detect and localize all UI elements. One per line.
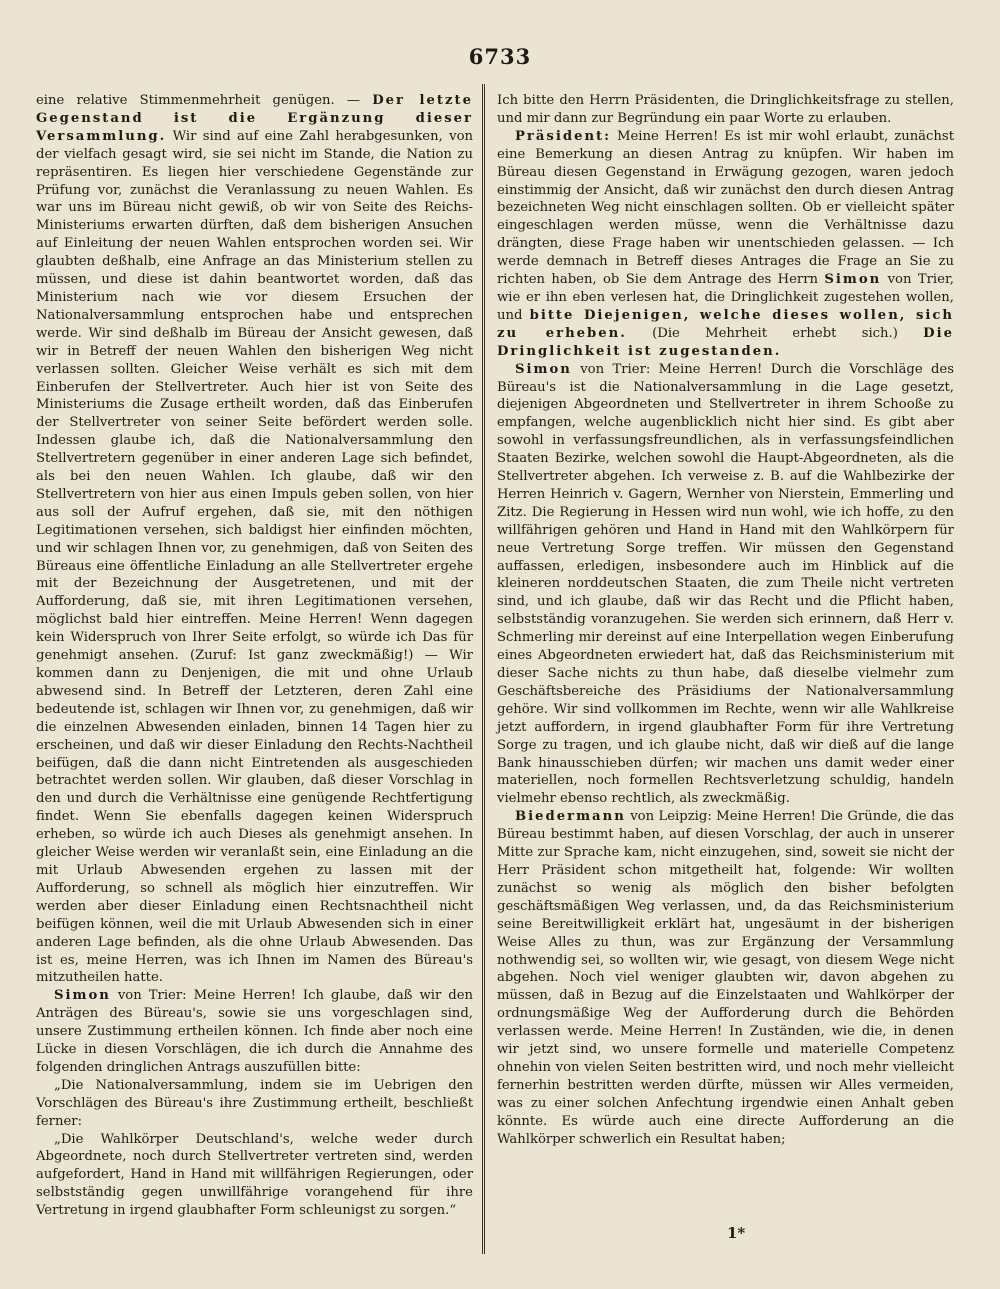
paragraph — [36, 987, 473, 1077]
emphasized-text: Simon — [515, 361, 572, 377]
text-run: (Die Mehrheit erhebt sich.) — [626, 325, 924, 341]
text-run: „Die Nationalversammlung, indem sie im Uebrigen den Vorschlägen des Büreau's ihre Zustimmung ertheilt, beschließt ferner: — [36, 1077, 473, 1129]
paragraph — [36, 1077, 473, 1131]
paragraph — [497, 808, 954, 1148]
emphasized-text: Der letzte Gegenstand ist die Ergänzung dieser Versammlung. — [36, 93, 473, 144]
emphasized-text: Simon — [54, 988, 111, 1004]
emphasized-text: bitte Diejenigen, welche dieses wollen, sich zu erheben. — [497, 307, 954, 341]
text-run: „Die Wahlkörper Deutschland's, welche weder durch Abgeordnete, noch durch Stellvertreter vertreten sind, werden aufgefordert, Hand in Hand mit willfährigen Regierungen, oder selbstständig gegen unwillfährige vorangehend für ihre Vertretung in irgend glaubhafter Form schleunigst zu sorgen.“ — [36, 1131, 473, 1219]
text-run: eine relative Stimmenmehrheit genügen. — — [36, 93, 373, 108]
page-number: 6733 — [468, 44, 532, 69]
paragraph — [497, 92, 954, 128]
signature-mark: 1* — [727, 1224, 746, 1242]
paragraph — [36, 1131, 473, 1221]
paragraph — [497, 361, 954, 809]
right-column — [497, 92, 954, 1148]
emphasized-text: Die Dringlichkeit ist zugestanden. — [497, 325, 954, 359]
text-run: Meine Herren! Es ist mir wohl erlaubt, zunächst eine Bemerkung an diesen Antrag zu knüpfen. Wir haben im Büreau diesen Gegenstand in Erwägung gezogen, waren jedoch einstimmig der Ansicht, daß wir zunächst den durch diesen Antrag bezeichneten Weg nicht einschlagen sollten. Ob er vielleicht später eingeschlagen werden müsse, wenn die Verhältnisse dazu drängten, diese Frage haben wir unentschieden gelassen. — Ich werde demnach in Betreff dieses Antrages die Frage an Sie zu richten haben, ob Sie dem Antrage des Herrn — [497, 128, 954, 288]
paragraph — [497, 128, 954, 361]
paragraph — [36, 92, 473, 987]
emphasized-text: Simon — [824, 272, 882, 288]
text-run: Wir sind auf eine Zahl herabgesunken, von der vielfach gesagt wird, sie sei nicht im Stande, die Nation zu repräsentiren. Es liegen hier verschiedene Gegenstände zur Prüfung vor, zunächst die Veranlassung zu neuen Wahlen. Es war uns im Büreau nicht gewiß, ob wir von Seite des Reichs-Ministeriums erwarten dürften, daß dem bisherigen Ansuchen auf Einleitung der neuen Wahlen entsprochen worden sei. Wir glaubten deßhalb, eine Anfrage an das Ministerium stellen zu müssen, und diese ist dahin beantwortet worden, daß das Ministerium nach wie vor diesem Ersuchen der Nationalversammlung entsprochen habe und entsprechen werde. Wir sind deßhalb im Büreau der Ansicht gewesen, daß wir in Betreff der neuen Wahlen den bisherigen Weg nicht verlassen sollten. Gleicher Weise verhält es sich mit dem Einberufen der Stellvertreter. Auch hier ist von Seite des Ministeriums die Zusage ertheilt worden, daß das Einberufen der Stellvertreter von seiner Seite befördert werden solle. Indessen glaube ich, daß die Nationalversammlung den Stellvertretern gegenüber in einer anderen Lage sich befindet, als bei den neuen Wahlen. Ich glaube, daß wir den Stellvertretern von hier aus einen Impuls geben sollen, von hier aus soll der Aufruf ergehen, daß sie, mit den nöthigen Legitimationen versehen, sich baldigst hier einfinden möchten, und wir schlagen Ihnen vor, zu genehmigen, daß von Seiten des Büreaus eine öffentliche Einladung an alle Stellvertreter ergehe mit der Bezeichnung der Ausgetretenen, und mit der Aufforderung, daß sie, mit ihren Legitimationen versehen, möglichst bald hier eintreffen. Meine Herren! Wenn dagegen kein Widerspruch von Ihrer Seite erfolgt, so würde ich Das für genehmigt ansehen. (Zuruf: Ist ganz zweckmäßig!) — Wir kommen dann zu Denjenigen, die mit und ohne Urlaub abwesend sind. In Betreff der Letzteren, deren Zahl eine bedeutende ist, schlagen wir Ihnen vor, zu genehmigen, daß wir die einzelnen Abwesenden einladen, binnen 14 Tagen hier zu erscheinen, und daß wir dieser Einladung den Rechts-Nachtheil beifügen, daß die dann nicht Eintretenden als ausgeschieden betrachtet werden sollen. Wir glauben, daß dieser Vorschlag in den und durch die Verhältnisse eine genügende Rechtfertigung findet. Wenn Sie ebenfalls dagegen keinen Widerspruch erheben, so würde ich auch Dieses als genehmigt ansehen. In gleicher Weise werden wir veranlaßt sein, eine Einladung an die mit Urlaub Abwesenden ergehen zu lassen mit der Aufforderung, so schnell als möglich hier einzutreffen. Wir werden aber dieser Einladung einen Rechtsnachtheil nicht beifügen können, weil die mit Urlaub Abwesenden sich in einer anderen Lage befinden, als die ohne Urlaub Abwesenden. Das ist es, meine Herren, was ich Ihnen im Namen des Büreau's mitzutheilen hatte. — [36, 128, 473, 986]
text-run: von Trier: Meine Herren! Ich glaube, daß wir den Anträgen des Büreau's, sowie sie uns vorgeschlagen sind, unsere Zustimmung ertheilen können. Ich finde aber noch eine Lücke in diesen Vorschlägen, die ich durch die Annahme des folgenden dringlichen Antrags auszufüllen bitte: — [36, 988, 473, 1075]
text-run: Ich bitte den Herrn Präsidenten, die Dringlichkeitsfrage zu stellen, und mir dann zur Begründung ein paar Worte zu erlauben. — [497, 93, 954, 126]
text-run: von Trier: Meine Herren! Durch die Vorschläge des Büreau's ist die Nationalversammlung in die Lage gesetzt, diejenigen Abgeordneten und Stellvertreter in ihrem Schooße zu empfangen, welche augenblicklich nicht hier sind. Es gibt aber sowohl in verfassungsfreundlichen, als in verfassungsfeindlichen Staaten Bezirke, welchen sowohl die Haupt-Abgeordneten, als die Stellvertreter abgehen. Ich verweise z. B. auf die Wahlbezirke der Herren Heinrich v. Gagern, Wernher von Nierstein, Emmerling und Zitz. Die Regierung in Hessen wird nun wohl, wie ich hoffe, zu den willfährigen gehören und Hand in Hand mit den Wahlkörpern für neue Vertretung Sorge treffen. Wir müssen den Gegenstand auffassen, erledigen, insbesondere auch im Hinblick auf die kleineren norddeutschen Staaten, die zum Theile nicht vertreten sind, und ich glaube, daß wir das Recht und die Pflicht haben, selbstständig voranzugehen. Sie werden sich erinnern, daß Herr v. Schmerling mir dereinst auf eine Interpellation wegen Einberufung eines Abgeordneten erwiedert hat, daß das Reichsministerium mit dieser Sache nichts zu thun habe, daß dieselbe vielmehr zum Geschäftsbereiche des Präsidiums der Nationalversammlung gehöre. Wir sind vollkommen im Rechte, wenn wir alle Wahlkreise jetzt auffordern, in irgend glaubhafter Form für ihre Vertretung Sorge zu tragen, und ich glaube nicht, daß wir dieß auf die lange Bank hinausschieben dürfen; wir machen uns damit weder einer materiellen, noch formellen Rechtsverletzung schuldig, handeln vielmehr ebenso rechtlich, als zweckmäßig. — [497, 361, 954, 807]
emphasized-text: Präsident: — [515, 128, 612, 144]
text-run: von Leipzig: Meine Herren! Die Gründe, die das Büreau bestimmt haben, auf diesen Vorschlag, der auch in unserer Mitte zur Sprache kam, nicht einzugehen, sind, soweit sie nicht der Herr Präsident schon mitgetheilt hat, folgende: Wir wollten zunächst so wenig als möglich den bisher befolgten geschäftsmäßigen Weg verlassen, und, da das Reichsministerium seine Bereitwilligkeit erklärt hat, ungesäumt in der bisherigen Weise Alles zu thun, was zur Ergänzung der Versammlung nothwendig sei, so wollten wir, wie gesagt, von diesem Wege nicht abgehen. Noch viel weniger glaubten wir, davon abgehen zu müssen, daß in Bezug auf die Einzelstaaten und Wahlkörper der ordnungsmäßige Weg der Aufforderung durch die Behörden verlassen werde. Meine Herren! In Zuständen, wie die, in denen wir jetzt sind, wo unsere formelle und materielle Competenz ohnehin von vielen Seiten bestritten wird, und noch mehr vielleicht fernerhin bestritten werden dürfte, müssen wir Alles vermeiden, was zu einer solchen Anfechtung irgendwie einen Anhalt geben könnte. Es würde auch eine directe Aufforderung an die Wahlkörper schwerlich ein Resultat haben; — [497, 809, 954, 1147]
emphasized-text: Biedermann — [515, 809, 626, 825]
column-divider — [482, 84, 485, 1254]
text-run: von Trier, wie er ihn eben verlesen hat, die Dringlichkeit zugestehen wollen, und — [497, 272, 954, 323]
left-column — [36, 92, 473, 1220]
